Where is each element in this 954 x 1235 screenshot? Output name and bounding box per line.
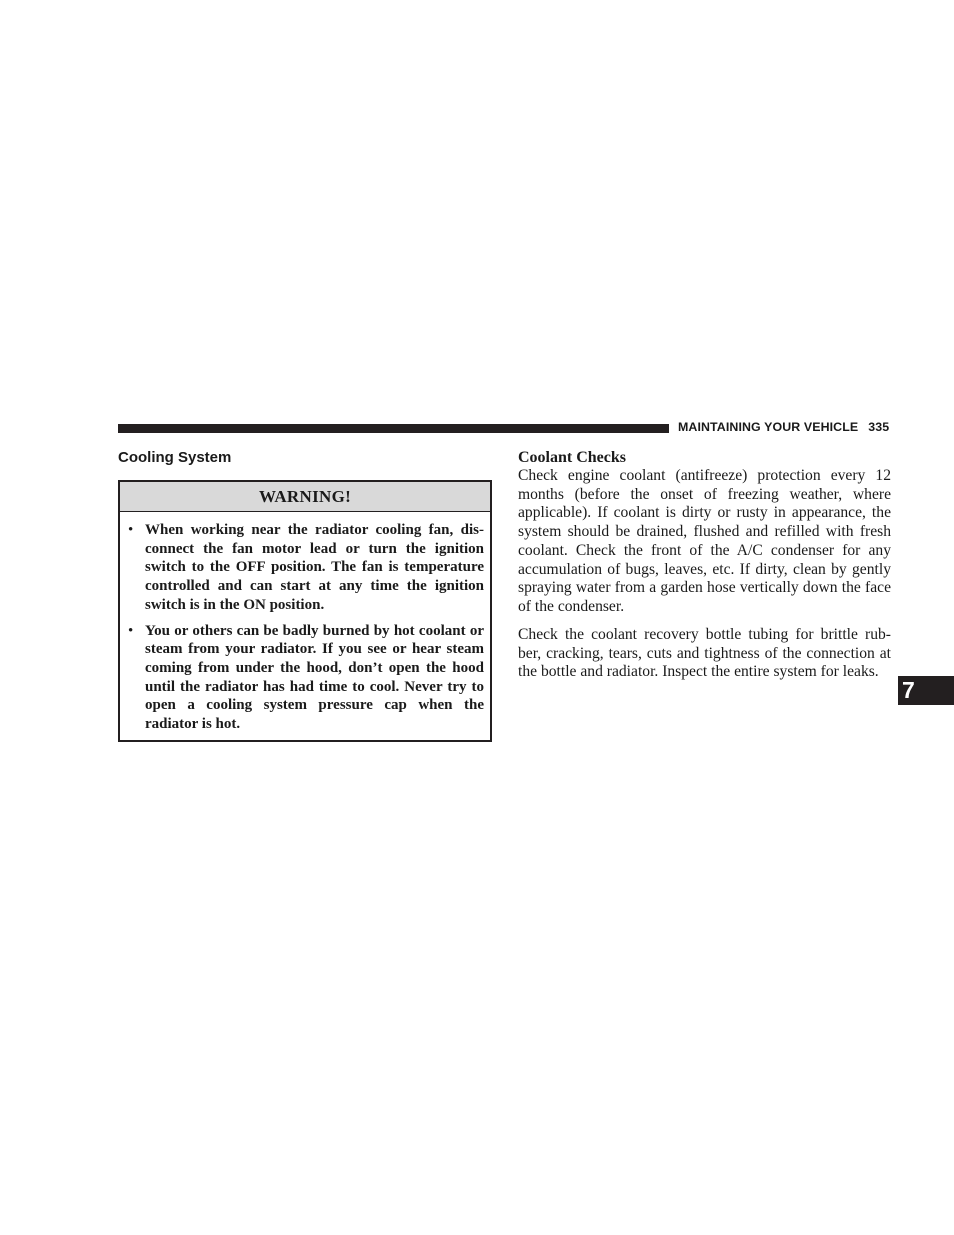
bullet-icon: •	[128, 522, 134, 538]
body-paragraph: Check engine coolant (antifreeze) protection every 12 months (before the onset of freezing weather, where applicable). If coolant is dirty or rusty in appearance, the system should be drained, flushed and refilled with fresh coolant. Check the front of the A/C condenser for any accumulation of bugs, leaves, etc. If dirty, clean by gently spraying water from a garden hose vertically down the face of the condenser.	[518, 467, 891, 615]
section-title: Cooling System	[118, 449, 232, 466]
chapter-tab	[898, 676, 954, 705]
header-section-label: MAINTAINING YOUR VEHICLE	[678, 420, 859, 434]
subheading-coolant-checks: Coolant Checks	[518, 449, 627, 466]
body-paragraph: Check the coolant recovery bottle tubing for brittle rub- ber, cracking, tears, cuts and tightness of the connection at the bottle and radiator. Inspect the entire system for leaks.	[518, 626, 891, 681]
warning-title: WARNING!	[120, 482, 490, 512]
running-header	[678, 420, 892, 434]
warning-item-text: You or others can be badly burned by hot coolant or steam from your radiator. If you see or hear steam coming from under the hood, don’t open the hood until the radiator has had time to cool. Never try to open a cooling system pressure cap when the radiator is hot.	[145, 622, 484, 733]
page-number: 335	[868, 420, 890, 434]
chapter-number: 7	[902, 677, 915, 703]
header-rule	[118, 424, 669, 433]
warning-item	[128, 622, 484, 734]
warning-item	[128, 521, 484, 615]
warning-box	[118, 480, 492, 742]
warning-list	[120, 512, 490, 734]
bullet-icon: •	[128, 622, 134, 639]
warning-item-text: When working near the radiator cooling fan, dis- connect the fan motor lead or turn the ignition switch to the OFF position. The fan is temperature controlled and can start at any time the ignition switch is in the ON position.	[145, 522, 484, 613]
